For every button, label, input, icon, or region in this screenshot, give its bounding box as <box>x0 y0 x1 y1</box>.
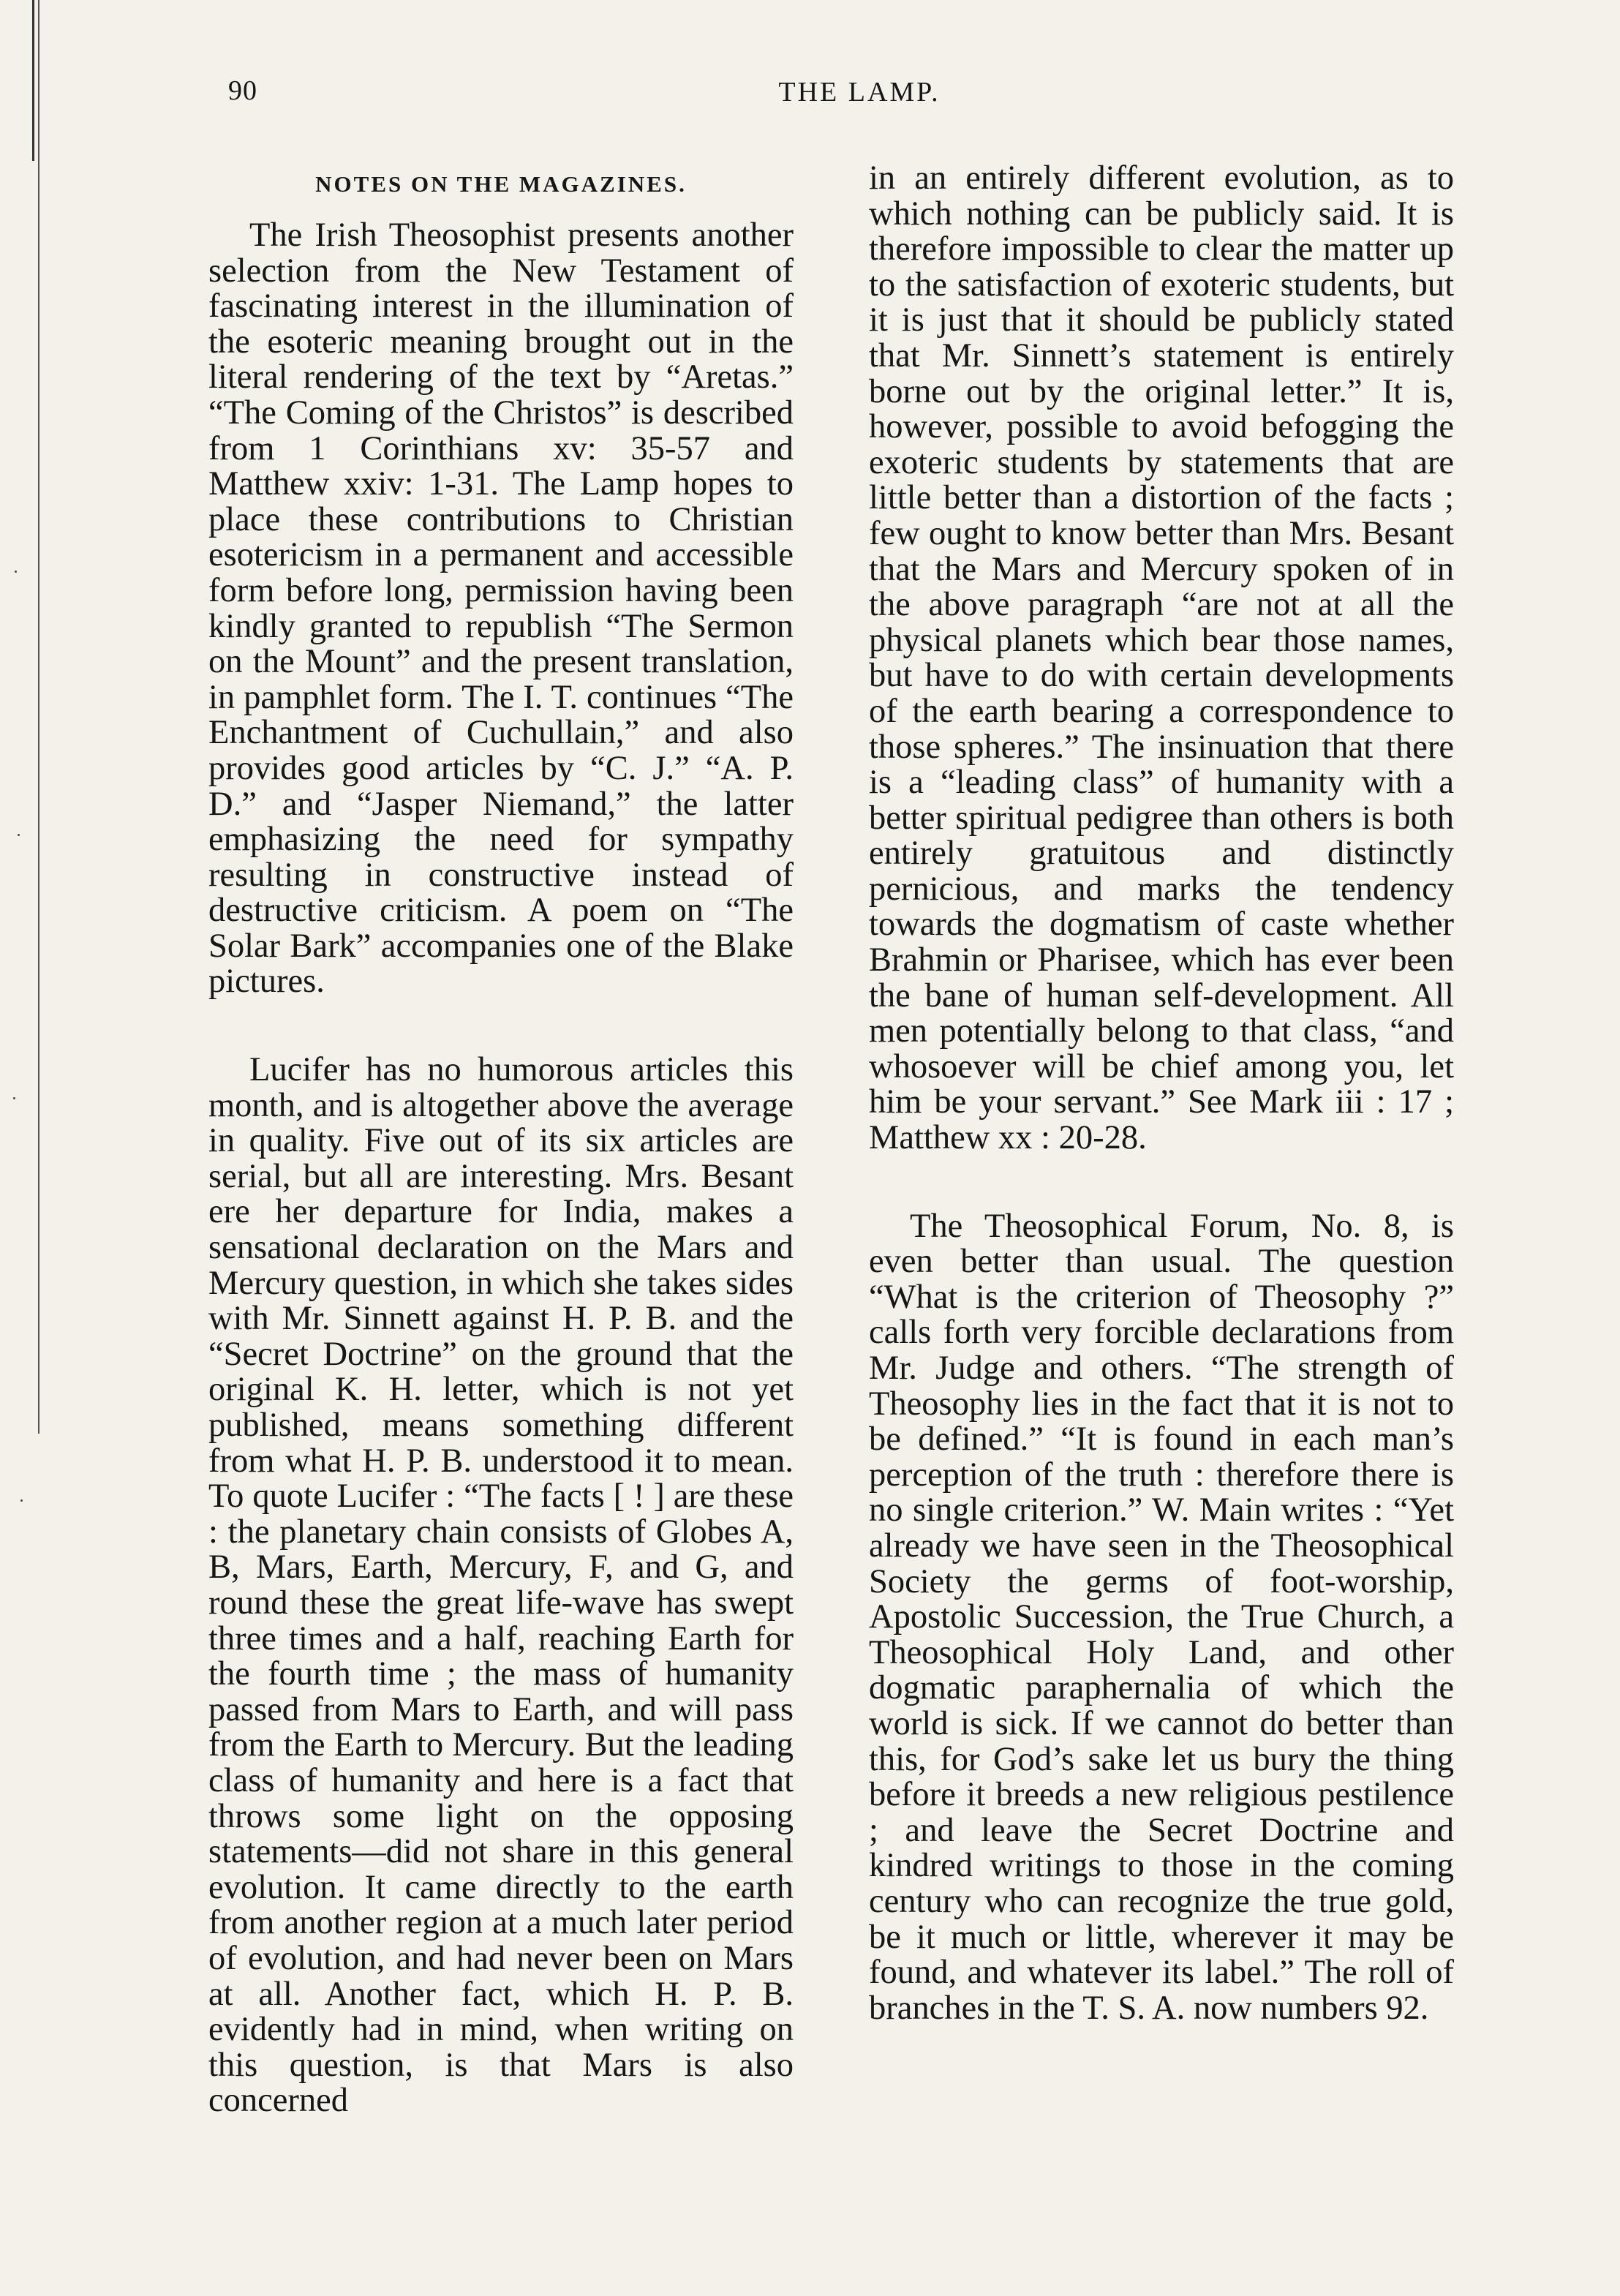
paragraph-theosophical-forum: The Theosophical Forum, No. 8, is even better than usual. The question “What is the criterion of Theosophy ?” calls forth very forcible declarations from Mr. Judge and others. “The strength of Theosophy lies in the fact that it is not to be defined.” “It is found in each man’s perception of the truth : therefore there is no single criterion.” W. Main writes : “Yet already we have seen in the Theosophical Society the germs of foot-worship, Apostolic Succession, the True Church, a Theosophical Holy Land, and other dogmatic paraphernalia of which the world is sick. If we cannot do better than this, for God’s sake let us bury the thing before it breeds a new religious pestilence ; and leave the Secret Doctrine and kindred writings to those in the coming century who can recognize the true gold, be it much or little, wherever it may be found, and whatever its label.” The roll of branches in the T. S. A. now numbers 92. <box>869 1207 1454 2027</box>
scan-speck <box>13 1097 15 1099</box>
paragraph-irish-theosophist: The Irish Theosophist presents another selection from the New Testament of fascinating interest in the illumination of the esoteric meaning brought out in the literal rendering of the text by “Aretas.” “The Coming of the Christos” is described from 1 Corinthians xv: 35-57 and Matthew xxiv: 1-31. The Lamp hopes to place these contributions to Christian esotericism in a permanent and accessible form before long, permission having been kindly granted to republish “The Sermon on the Mount” and the present translation, in pamphlet form. The I. T. continues “The Enchantment of Cuchullain,” and also provides good articles by “C. J.” “A. P. D.” and “Jasper Niemand,” the latter emphasizing the need for sympathy resulting in constructive instead of destructive criticism. A poem on “The Solar Bark” accompanies one of the Blake pictures. <box>208 217 794 1001</box>
left-column <box>208 162 794 2119</box>
paragraph-lucifer-continued: in an entirely different evolution, as to which nothing can be publicly said. It is therefore impossible to clear the matter up to the satisfaction of exoteric students, but it is just that it should be publicly stated that Mr. Sinnett’s statement is entirely borne out by the original letter.” It is, however, possible to avoid befogging the exoteric students by statements that are little better than a distortion of the facts ; few ought to know better than Mrs. Besant that the Mars and Mercury spoken of in the above paragraph “are not at all the physical planets which bear those names, but have to do with certain developments of the earth bearing a correspondence to those spheres.” The insinuation that there is a “leading class” of humanity with a better spiritual pedigree than others is both entirely gratuitous and distinctly pernicious, and marks the tendency towards the dogmatism of caste whether Brahmin or Pharisee, which has ever been the bane of human self-development. All men potentially belong to that class, “and whosoever will be chief among you, let him be your servant.” See Mark iii : 17 ; Matthew xx : 20-28. <box>869 159 1454 1157</box>
page-number: 90 <box>228 75 257 106</box>
scan-speck <box>18 834 20 836</box>
binding-edge-line <box>38 0 39 1434</box>
article-heading: NOTES ON THE MAGAZINES. <box>315 171 687 197</box>
scan-speck <box>15 571 17 573</box>
right-column <box>869 161 1454 2026</box>
running-title: THE LAMP. <box>778 77 941 108</box>
scan-speck <box>20 1499 23 1502</box>
paragraph-lucifer: Lucifer has no humorous articles this month, and is altogether above the average in quality. Five out of its six articles are serial, but all are interesting. Mrs. Besant ere her departure for India, makes a sensational declaration on the Mars and Mercury question, in which she takes sides with Mr. Sinnett against H. P. B. and the “Secret Doctrine” on the ground that the original K. H. letter, which is not yet published, means something different from what H. P. B. understood it to mean. To quote Lucifer : “The facts [ ! ] are these : the planetary chain consists of Globes A, B, Mars, Earth, Mercury, F, and G, and round these the great life-wave has swept three times and a half, reaching Earth for the fourth time ; the mass of humanity passed from Mars to Earth, and will pass from the Earth to Mercury. But the leading class of humanity and here is a fact that throws some light on the opposing statements—did not share in this general evolution. It came directly to the earth from another region at a much later period of evolution, and had never been on Mars at all. Another fact, which H. P. B. evidently had in mind, when writing on this question, is that Mars is also concerned <box>208 1051 794 2120</box>
binding-edge-shadow <box>32 0 34 161</box>
